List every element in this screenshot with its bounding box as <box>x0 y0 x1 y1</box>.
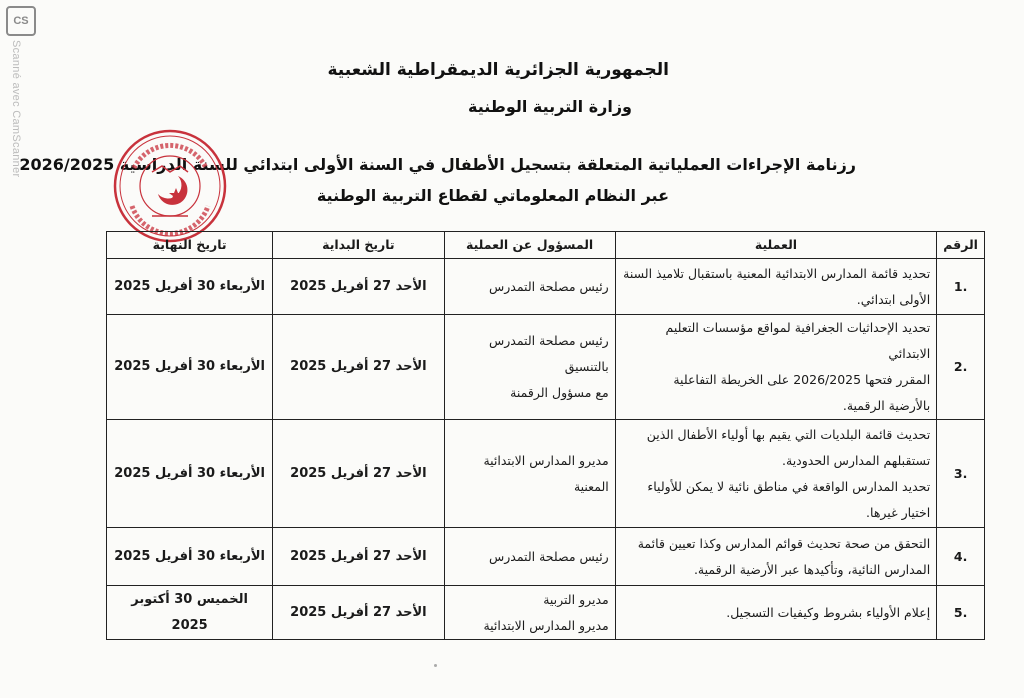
row-start-date: الأحد 27 أفريل 2025 <box>273 259 444 315</box>
row-responsible: رئيس مصلحة التمدرس <box>444 528 615 586</box>
camscanner-logo: CS <box>6 6 36 36</box>
header-num: الرقم <box>937 232 985 259</box>
header-operation: العملية <box>615 232 936 259</box>
row-responsible: مديرو المدارس الابتدائية المعنية <box>444 420 615 528</box>
schedule-table <box>106 231 985 640</box>
row-start-date: الأحد 27 أفريل 2025 <box>273 528 444 586</box>
row-number: .1 <box>937 259 985 315</box>
row-operation: تحديد الإحداثيات الجغرافية لمواقع مؤسسات التعليم الابتدائي المقرر فتحها 2026/2025 على الخريطة التفاعلية بالأرضية الرقمية. <box>615 315 936 420</box>
document-title: رزنامة الإجراءات العملياتية المتعلقة بتسجيل الأطفال في السنة الأولى ابتدائي للسنة الدراسية 2026/2025 <box>19 155 856 174</box>
row-operation: تحديد قائمة المدارس الابتدائية المعنية باستقبال تلاميذ السنة الأولى ابتدائي. <box>615 259 936 315</box>
header-start-date: تاريخ البداية <box>273 232 444 259</box>
table-row <box>107 259 985 315</box>
row-number: .5 <box>937 586 985 640</box>
ministry-heading: وزارة التربية الوطنية <box>467 97 632 116</box>
table-header-row <box>107 232 985 259</box>
document-subtitle: عبر النظام المعلوماتي لقطاع التربية الوطنية <box>316 186 669 205</box>
table-row <box>107 586 985 640</box>
scanner-watermark: Scanné avec CamScanner <box>10 40 22 178</box>
row-end-date: الأربعاء 30 أفريل 2025 <box>107 315 273 420</box>
republic-heading: الجمهورية الجزائرية الديمقراطية الشعبية <box>327 60 669 80</box>
row-responsible: رئيس مصلحة التمدرس بالتنسيق مع مسؤول الرقمنة <box>444 315 615 420</box>
row-start-date: الأحد 27 أفريل 2025 <box>273 420 444 528</box>
table-row <box>107 420 985 528</box>
scan-speck <box>434 664 437 667</box>
row-end-date: الأربعاء 30 أفريل 2025 <box>107 259 273 315</box>
row-start-date: الأحد 27 أفريل 2025 <box>273 315 444 420</box>
row-end-date: الأربعاء 30 أفريل 2025 <box>107 528 273 586</box>
row-responsible: مديرو التربية مديرو المدارس الابتدائية <box>444 586 615 640</box>
row-number: .2 <box>937 315 985 420</box>
row-number: .4 <box>937 528 985 586</box>
row-start-date: الأحد 27 أفريل 2025 <box>273 586 444 640</box>
row-operation: التحقق من صحة تحديث قوائم المدارس وكذا تعيين قائمة المدارس النائية، وتأكيدها عبر الأرضية الرقمية. <box>615 528 936 586</box>
table-row <box>107 528 985 586</box>
table-row <box>107 315 985 420</box>
row-end-date: الأربعاء 30 أفريل 2025 <box>107 420 273 528</box>
row-number: .3 <box>937 420 985 528</box>
row-responsible: رئيس مصلحة التمدرس <box>444 259 615 315</box>
row-end-date: الخميس 30 أكتوبر 2025 <box>107 586 273 640</box>
row-operation: إعلام الأولياء بشروط وكيفيات التسجيل. <box>615 586 936 640</box>
row-operation: تحديث قائمة البلديات التي يقيم بها أولياء الأطفال الذين تستقبلهم المدارس الحدودية. تحديد المدارس الواقعة في مناطق نائية لا يمكن للأولياء اختيار غيرها. <box>615 420 936 528</box>
ministry-seal-icon <box>112 128 228 244</box>
header-end-date: تاريخ النهاية <box>107 232 273 259</box>
header-responsible: المسؤول عن العملية <box>444 232 615 259</box>
